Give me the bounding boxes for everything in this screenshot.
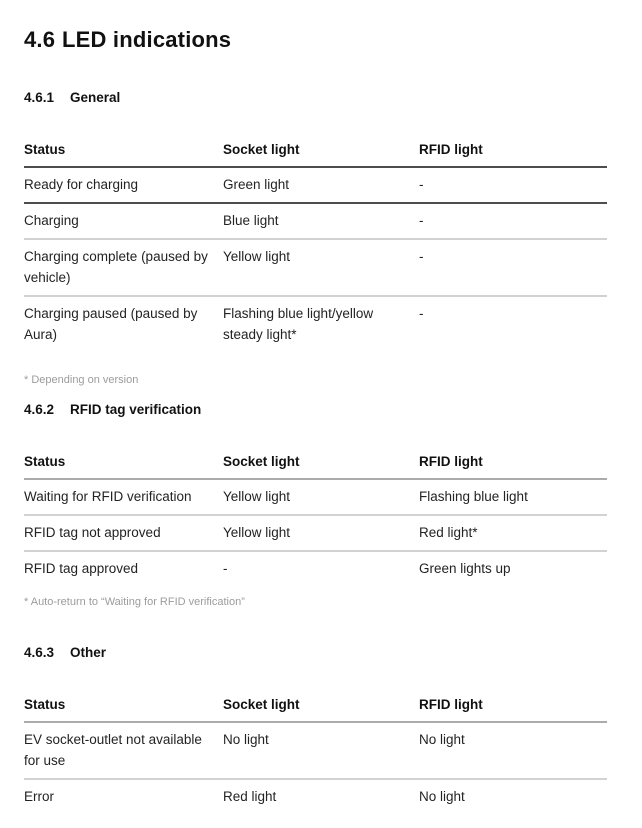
- column-header-socket-light: Socket light: [223, 694, 419, 722]
- rfid-light-cell: No light: [419, 789, 465, 804]
- status-cell: RFID tag approved: [24, 561, 139, 576]
- table-header-row: [24, 451, 607, 479]
- rfid-light-cell: No light: [419, 722, 607, 779]
- status-cell: EV socket-outlet not available for use: [24, 722, 223, 779]
- socket-light-cell: Red light: [223, 789, 277, 804]
- table-row: [24, 296, 607, 352]
- rfid-light-cell: -: [419, 167, 607, 203]
- section-rfid-tag-verification: [24, 402, 607, 609]
- table-row: [24, 551, 607, 586]
- column-header-rfid-light: RFID light: [419, 139, 607, 167]
- table-row: [24, 722, 607, 779]
- status-cell: Error: [24, 789, 54, 804]
- page-title-text: LED indications: [62, 27, 232, 52]
- footnote-auto-return: * Auto-return to “Waiting for RFID verification”: [24, 596, 245, 608]
- status-cell: RFID tag not approved: [24, 515, 223, 551]
- rfid-light-cell: -: [419, 203, 607, 239]
- column-header-status: Status: [24, 139, 223, 167]
- rfid-light-cell: Green lights up: [419, 561, 511, 576]
- section-heading-text: General: [70, 90, 121, 105]
- rfid-light-cell: -: [419, 306, 424, 321]
- status-cell: Ready for charging: [24, 167, 223, 203]
- column-header-status: Status: [24, 694, 223, 722]
- socket-light-cell: Yellow light: [223, 515, 419, 551]
- table-row: [24, 239, 607, 296]
- status-cell: Charging complete (paused by vehicle): [24, 239, 223, 296]
- section-heading-number: 4.6.2: [24, 402, 55, 417]
- table-row: [24, 479, 607, 515]
- page-title-number: 4.6: [24, 27, 56, 52]
- led-table-general: [24, 139, 607, 352]
- table-header-row: [24, 139, 607, 167]
- section-heading-text: RFID tag verification: [70, 402, 202, 417]
- socket-light-cell: Yellow light: [223, 239, 419, 296]
- table-row: [24, 167, 607, 203]
- status-cell: Charging: [24, 203, 223, 239]
- rfid-light-cell: -: [419, 239, 607, 296]
- section-heading: [24, 645, 607, 660]
- table-row: [24, 515, 607, 551]
- column-header-socket-light: Socket light: [223, 139, 419, 167]
- socket-light-cell: -: [223, 561, 228, 576]
- table-row: [24, 779, 607, 814]
- rfid-light-cell: Red light*: [419, 515, 607, 551]
- column-header-rfid-light: RFID light: [419, 451, 607, 479]
- column-header-rfid-light: RFID light: [419, 694, 607, 722]
- section-heading: [24, 90, 607, 105]
- section-general: [24, 90, 607, 387]
- status-cell: Waiting for RFID verification: [24, 479, 223, 515]
- socket-light-cell: Green light: [223, 167, 419, 203]
- socket-light-cell: Yellow light: [223, 479, 419, 515]
- column-header-status: Status: [24, 451, 223, 479]
- page-title: [24, 28, 607, 52]
- rfid-light-cell: Flashing blue light: [419, 479, 607, 515]
- section-other: [24, 645, 607, 814]
- socket-light-cell: Flashing blue light/yellow steady light*: [223, 306, 374, 342]
- table-row: [24, 203, 607, 239]
- section-heading: [24, 402, 607, 417]
- section-heading-text: Other: [70, 645, 107, 660]
- column-header-socket-light: Socket light: [223, 451, 419, 479]
- table-header-row: [24, 694, 607, 722]
- section-heading-number: 4.6.1: [24, 90, 55, 105]
- section-heading-number: 4.6.3: [24, 645, 55, 660]
- footnote-depending-on-version: * Depending on version: [24, 374, 139, 386]
- led-table-rfid-verification: [24, 451, 607, 586]
- socket-light-cell: No light: [223, 722, 419, 779]
- led-table-other: [24, 694, 607, 814]
- status-cell: Charging paused (paused by Aura): [24, 306, 198, 342]
- socket-light-cell: Blue light: [223, 203, 419, 239]
